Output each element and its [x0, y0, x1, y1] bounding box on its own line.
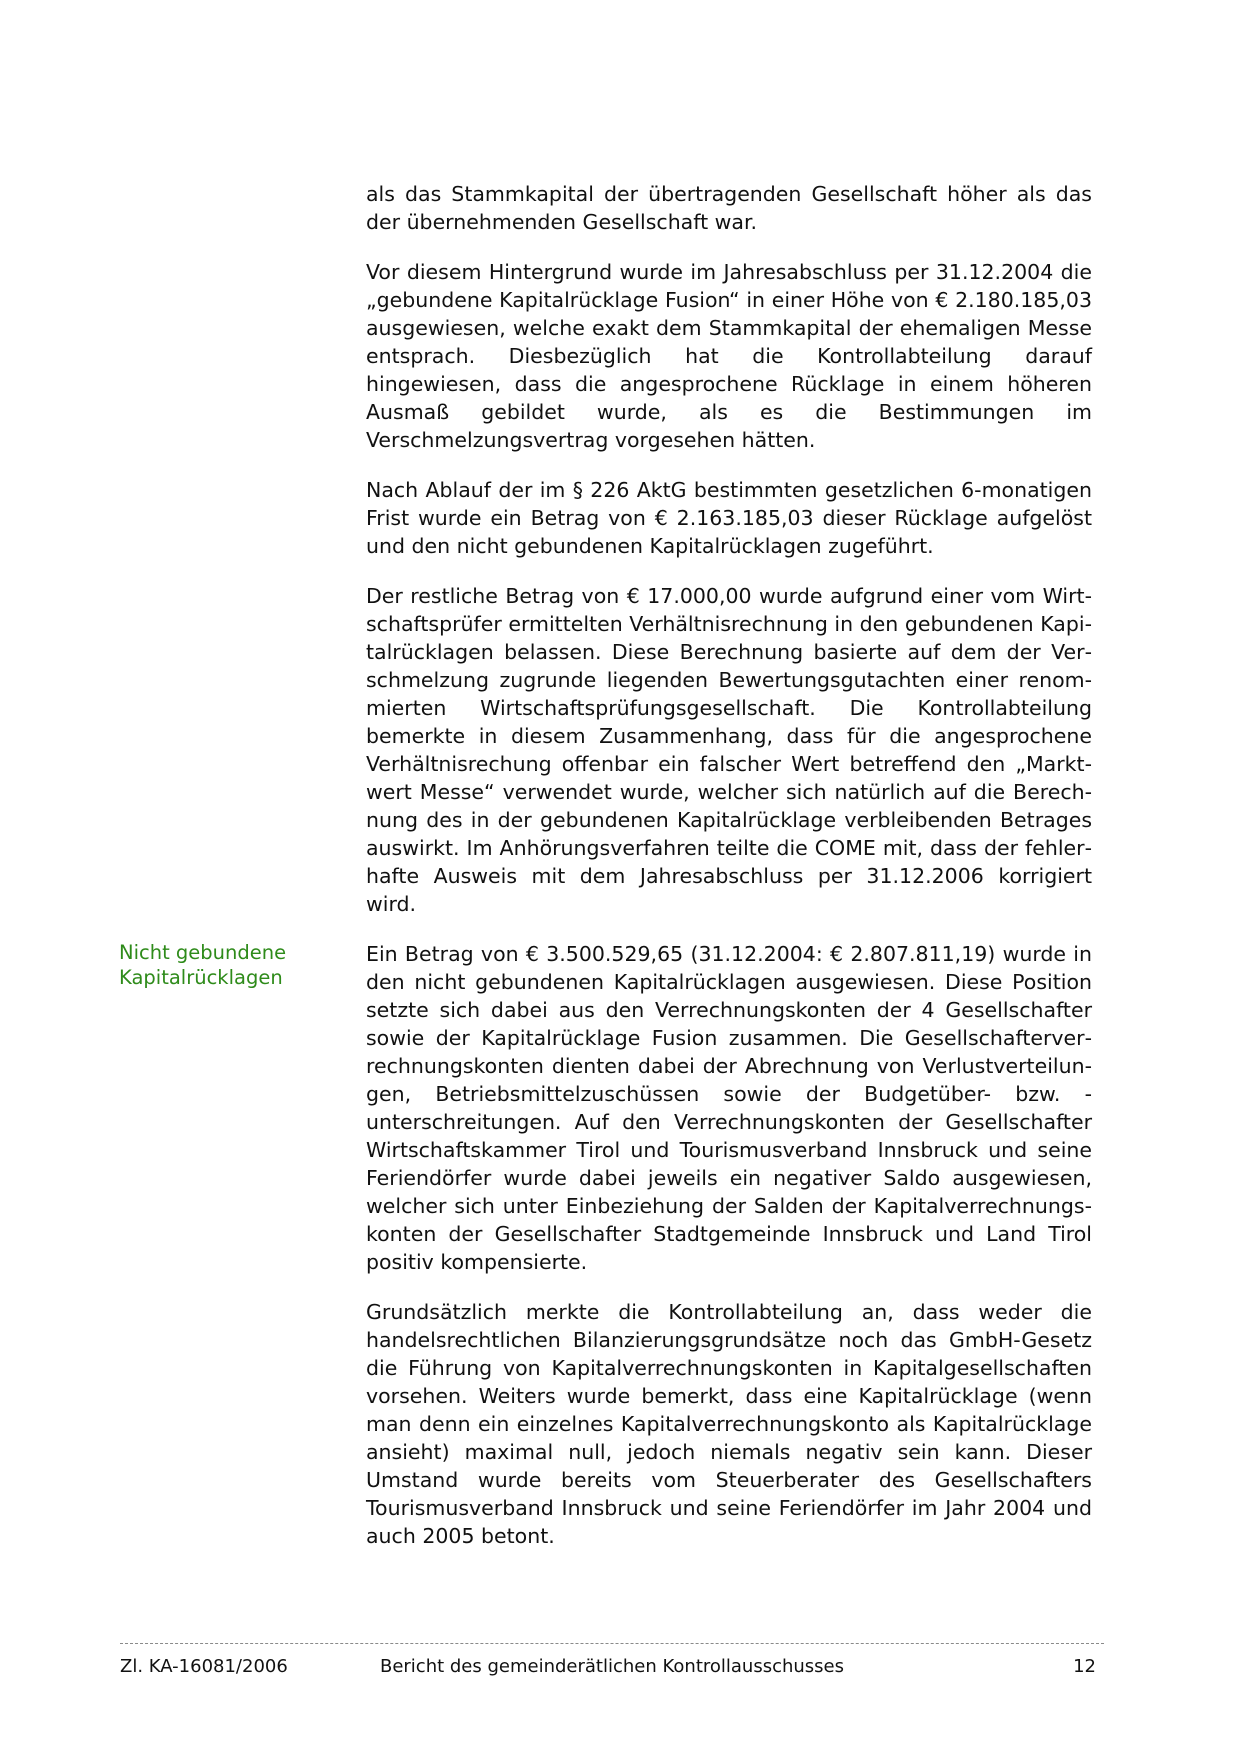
page-footer [120, 1654, 1104, 1680]
margin-note-heading [119, 940, 319, 990]
paragraph-kapitalruecklage-fusion: Vor diesem Hintergrund wurde im Jahresabschluss per 31.12.2004 die „gebundene Kapitalrücklage Fusion“ in einer Höhe von € 2.180.185,03 ausgewiesen, welche exakt dem Stammkapital der ehemaligen Messe entsprach. Diesbezüglich hat die Kontrollabteilung darauf hingewiesen, dass die angesprochene Rücklage in einem höheren Ausmaß gebildet wurde, als es die Bestimmungen im Verschmelzungsvertrag vorgesehen hätten. [366, 260, 1092, 452]
footer-title: Bericht des gemeinderätlichen Kontrollausschusses [379, 1656, 845, 1677]
document-body [119, 180, 1092, 1550]
paragraph-betrag-nicht-gebunden: Ein Betrag von € 3.500.529,65 (31.12.2004: € 2.807.811,19) wurde in den nicht gebundenen Kapitalrücklagen ausgewiesen. Diese Position setzte sich dabei aus den Verrechnungskonten der 4 Gesellschafter sowie der Kapitalrücklage Fusion zusammen. Die Gesellschafterverrechnungskonten dienten dabei der Abrechnung von Verlustverteilungen, Betriebsmittelzuschüssen sowie der Budgetüber- bzw. -unterschreitungen. Auf den Verrechnungskonten der Gesellschafter Wirtschaftskammer Tirol und Tourismusverband Innsbruck und seine Feriendörfer wurde dabei jeweils ein negativer Saldo ausgewiesen, welcher sich unter Einbeziehung der Salden der Kapitalverrechnungskonten der Gesellschafter Stadtgemeinde Innsbruck und Land Tirol positiv kompensierte. [366, 942, 1092, 1274]
margin-note-line-1: Nicht gebundene [119, 941, 287, 964]
paragraph-frist: Nach Ablauf der im § 226 AktG bestimmten gesetzlichen 6-monatigen Frist wurde ein Betrag von € 2.163.185,03 dieser Rücklage aufgelöst und den nicht gebundenen Kapitalrücklagen zugeführt. [366, 478, 1092, 558]
margin-note-line-2: Kapitalrücklagen [119, 966, 283, 989]
footer-reference: Zl. KA-16081/2006 [120, 1656, 288, 1677]
page-number: 12 [1073, 1656, 1096, 1677]
paragraph-continuation: als das Stammkapital der übertragenden Gesellschaft höher als das der übernehmenden Gesellschaft war. [366, 182, 1092, 234]
paragraph-restbetrag: Der restliche Betrag von € 17.000,00 wurde aufgrund einer vom Wirtschaftsprüfer ermittelten Verhältnisrechnung in den gebundenen Kapitalrücklagen belassen. Diese Berechnung basierte auf dem der Verschmelzung zugrunde liegenden Bewertungsgutachten einer renommierten Wirtschaftsprüfungsgesellschaft. Die Kontrollabteilung bemerkte in diesem Zusammenhang, dass für die angesprochene Verhältnisrechung offenbar ein falscher Wert betreffend den „Marktwert Messe“ verwendet wurde, welcher sich natürlich auf die Berechnung des in der gebundenen Kapitalrücklage verbleibenden Betrages auswirkt. Im Anhörungsverfahren teilte die COME mit, dass der fehlerhafte Ausweis mit dem Jahresabschluss per 31.12.2006 korrigiert wird. [366, 584, 1092, 916]
section-nicht-gebundene-kapitalruecklagen [119, 940, 1092, 1550]
paragraph-grundsaetzlich: Grundsätzlich merkte die Kontrollabteilung an, dass weder die handelsrechtlichen Bilanzierungsgrundsätze noch das GmbH-Gesetz die Führung von Kapitalverrechnungskonten in Kapitalgesellschaften vorsehen. Weiters wurde bemerkt, dass eine Kapitalrücklage (wenn man denn ein einzelnes Kapitalverrechnungskonto als Kapitalrücklage ansieht) maximal null, jedoch niemals negativ sein kann. Dieser Umstand wurde bereits vom Steuerberater des Gesellschafters Tourismusverband Innsbruck und seine Feriendörfer im Jahr 2004 und auch 2005 betont. [366, 1300, 1092, 1548]
footer-divider [120, 1643, 1104, 1644]
